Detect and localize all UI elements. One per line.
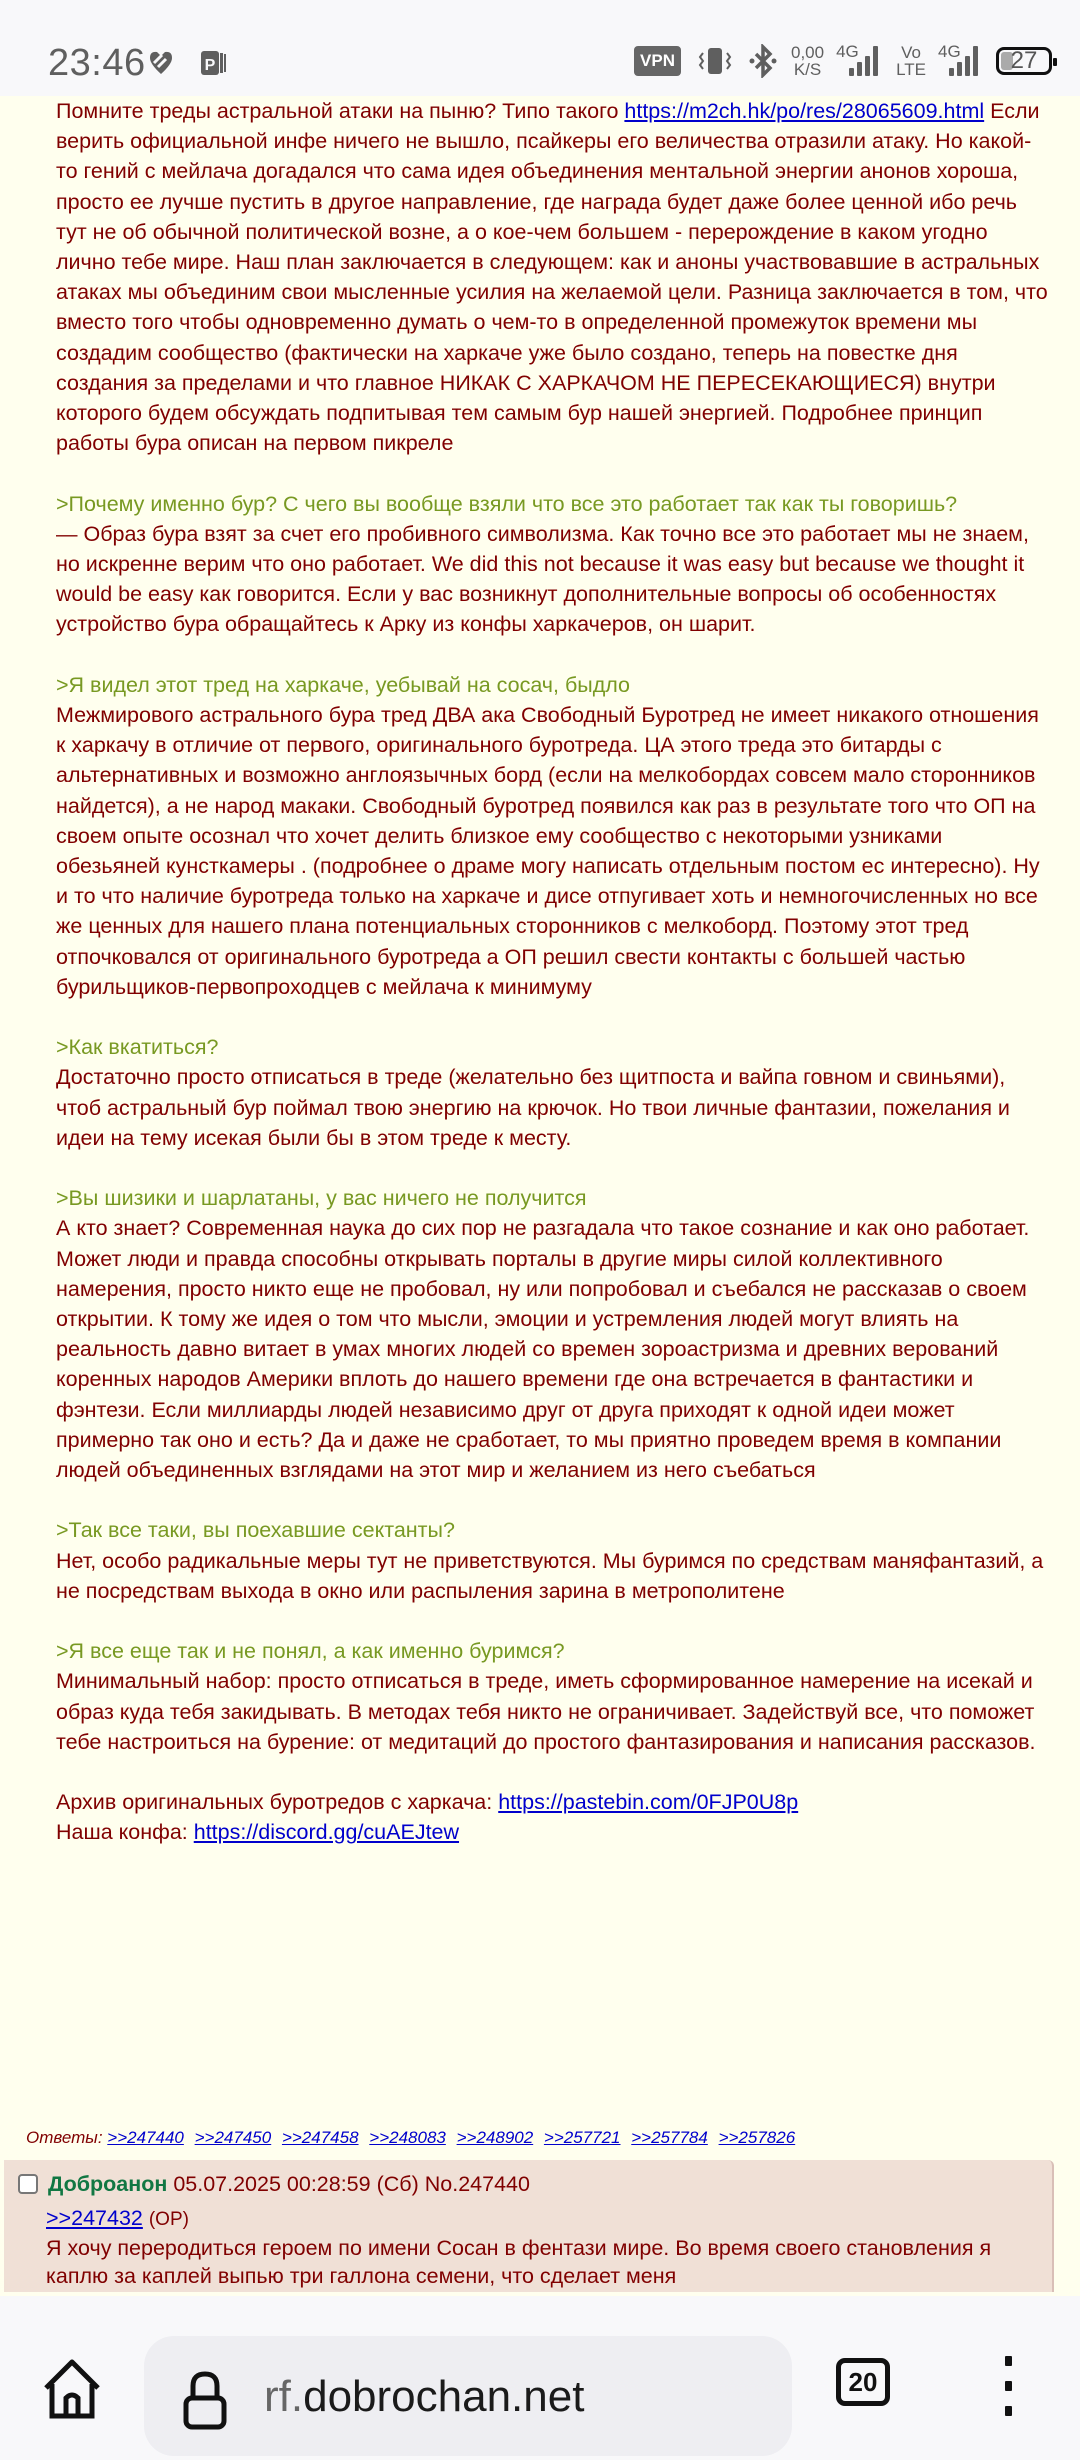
reply-reference [46,2204,189,2234]
conf-line [56,1817,1050,1847]
url-domain: dobrochan.net [303,2372,585,2421]
op-post [0,96,1080,1848]
faq-answer: Нет, особо радикальные меры тут не приветствуются. Мы буримся по средствам маняфантазий, а не посредствам выхода в окно или распыления зарина в метрополитене [56,1548,1044,1603]
poster-name: Доброанон [48,2172,168,2196]
conf-label: Наша конфа: [56,1820,194,1845]
tab-switcher-button[interactable]: 20 [836,2358,890,2406]
faq-section [56,1032,1050,1153]
status-bar [0,0,1080,96]
volte-top: Vo [901,43,921,62]
net-speed [791,44,824,78]
url-subdomain: rf. [264,2372,304,2421]
battery-level: 27 [1010,47,1038,74]
faq-answer: Минимальный набор: просто отписаться в треде, иметь сформированное намерение на исекай и образ куда тебя закидывать. В методах тебя никто не ограничивает. Задействуй все, что поможет тебе настроиться на бурение: от медитаций до простого фантазирования и написания рассказов. [56,1669,1036,1754]
faq-quote: >Так все таки, вы поехавшие сектанты? [56,1518,455,1543]
more-menu-icon[interactable] [1002,2356,1014,2416]
faq-quote: >Вы шизики и шарлатаны, у вас ничего не получится [56,1186,587,1211]
faq-quote: >Почему именно бур? С чего вы вообще взяли что все это работает так как ты говоришь? [56,491,958,516]
url-text[interactable] [264,2372,584,2422]
faq-quote: >Я видел этот тред на харкаче, уебывай на сосач, быдло [56,672,631,697]
lock-icon[interactable] [182,2370,228,2430]
faq-section [56,1183,1050,1485]
answers-list [26,2128,801,2148]
answer-link[interactable]: >>247450 [194,2128,272,2147]
faq-section [56,670,1050,1002]
home-icon[interactable] [40,2358,104,2422]
thread-content [0,96,1080,1848]
answers-label: Ответы: [26,2128,103,2147]
discord-link[interactable]: https://discord.gg/cuAEJtew [193,1820,460,1845]
health-heart-icon [146,48,176,78]
answer-link[interactable]: >>247440 [107,2128,184,2147]
reply-body: Я хочу переродиться героем по имени Сосан в фентази мире. Во время своего становления я каплю за каплей выпью три галлона семени, что сделает меня [46,2236,992,2288]
op-intro-text: Помните треды астральной атаки на пыню? Типо такого [56,99,625,123]
faq-answer: Достаточно просто отписаться в треде (желательно без щитпоста и вайпа говном и свиньями), чтоб астральный бур поймал твою энергию на крючок. Но твои личные фантазии, пожелания и идеи на тему исекая были бы в этом треде к месту. [56,1065,1010,1150]
faq-answer: — Образ бура взят за счет его пробивного символизма. Как точно все это работает мы не знаем, но искренне верим что оно работает. We did this not because it was easy but because we thought it would be easy как говорится. Если у вас возникнут дополнительные вопросы об особенностях устройство бура обращайтесь к Арку из конфы харкачеров, он шарит. [56,521,1029,637]
svg-text:P: P [204,57,216,74]
faq-section [56,489,1050,640]
faq-quote: >Как вкатиться? [56,1035,219,1060]
post-number[interactable]: No.247440 [424,2172,530,2196]
faq-section [56,1515,1050,1606]
reply-post [4,2160,1054,2292]
battery-icon [996,47,1052,75]
signal-2-label: 4G [938,42,961,61]
vpn-icon: VPN [634,46,681,76]
faq-quote: >Я все еще так и не понял, а как именно буримся? [56,1639,565,1664]
reply-ref-link[interactable]: >>247432 [46,2206,143,2230]
post-select-checkbox[interactable] [18,2174,38,2194]
op-intro-rest: Если верить официальной инфе ничего не вышло, псайкеры его величества отразили атаку. Но какой-то гений с мейлача догадался что сама идея объединения ментальной энергии анонов хороша, просто ее лучше пустить в другое направление, где награда будет даже более ценной ибо речь тут не об обычной политической возне, а о кое-чем большем - перерождение в каком угодно лично тебе мире. Наш план заключается в следующем: как и аноны участвовавшие в астральных атаках мы объединим свои мысленные усилия на желаемой цели. Разница заключается в том, что вместо того чтобы одновременно думать о чем-то в определенной промежуток времени мы создадим сообщество (фактически на харкаче уже было создано, теперь на повестке дня создания за пределами и что главное НИКАК С ХАРКАЧОМ НЕ ПЕРЕСЕКАЮЩИЕСЯ) внутри которого будем обсуждать подпитывая тем самым бур нашей энергией. Подробнее принцип работы бура описан на первом пикреле [56,99,1048,456]
answer-link[interactable]: >>247458 [281,2128,359,2147]
vibrate-icon [695,45,735,77]
signal-strength-1-icon [836,42,882,76]
volte-icon [896,44,926,78]
net-speed-unit: K/S [793,60,822,79]
faq-section [56,1636,1050,1757]
answer-link[interactable]: >>248902 [456,2128,534,2147]
faq-answer: Межмирового астрального бура тред ДВА ака Свободный Буротред не имеет никакого отношения к харкачу в отличие от первого, оригинального буротреда. ЦА этого треда это битарды с альтернативных и возможно англоязычных борд (если на мелкобордах совсем мало сторонников найдется), а не народ макаки. Свободный буротред появился как раз в результате того что ОП на своем опыте осознал что хочет делить близкое ему сообщество с некоторыми узниками обезьяней кунсткамеры . (подробнее о драме могу написать отдельным постом ес интересно). Ну и то что наличие буротреда только на харкаче и дисе отпугивает хоть и немногочисленных но все же ценных для нашего плана потенциальных сторонников с мелкоборд. Поэтому этот тред отпочковался от оригинального буротреда а ОП решил свести контакты с большей частью бурильщиков-первопроходцев с мейлача к минимуму [56,703,1040,999]
op-intro [56,96,1050,458]
address-bar[interactable] [144,2336,792,2456]
reply-header [18,2170,530,2198]
archive-label: Архив оригинальных буротредов с харкача: [56,1790,499,1815]
faq-answer: А кто знает? Современная наука до сих пор не разгадала что такое сознание и как оно работает. Может люди и правда способны открывать порталы в другие миры силой коллективного намерения, просто никто еще не пробовал, ну или попробовал и съебался не рассказав о своем открытии. К тому же идея о том что мысли, эмоции и устремления людей могут влиять на реальность давно витает в умах многих людей со времен зороастризма и древних верований коренных народов Америки вплоть до нашего времени где она встречается в фантастики и фэнтези. Если миллиарды людей независимо друг от друга приходят к одной идеи может примерно так оно и есть? Да и даже не сработает, то мы приятно проведем время в компании людей объединенных взглядами на этот мир и желанием из него съебаться [56,1216,1030,1483]
net-speed-value: 0,00 [790,43,825,62]
p-app-icon [198,48,228,78]
answer-link[interactable]: >>257826 [718,2128,796,2147]
op-mark: (OP) [148,2209,189,2230]
archive-line [56,1787,1050,1817]
status-time: 23:46 [48,42,146,84]
bluetooth-icon [749,44,777,78]
signal-1-label: 4G [836,42,859,61]
answer-link[interactable]: >>257721 [543,2128,621,2147]
browser-toolbar [0,2296,1080,2460]
m2ch-link[interactable]: https://m2ch.hk/po/res/28065609.html [624,99,985,123]
answer-link[interactable]: >>248083 [369,2128,446,2147]
signal-strength-2-icon [938,42,982,76]
pastebin-link[interactable]: https://pastebin.com/0FJP0U8p [498,1790,799,1815]
volte-bottom: LTE [896,60,926,79]
answer-link[interactable]: >>257784 [631,2128,708,2147]
post-datetime: 05.07.2025 00:28:59 (Сб) [173,2172,419,2196]
